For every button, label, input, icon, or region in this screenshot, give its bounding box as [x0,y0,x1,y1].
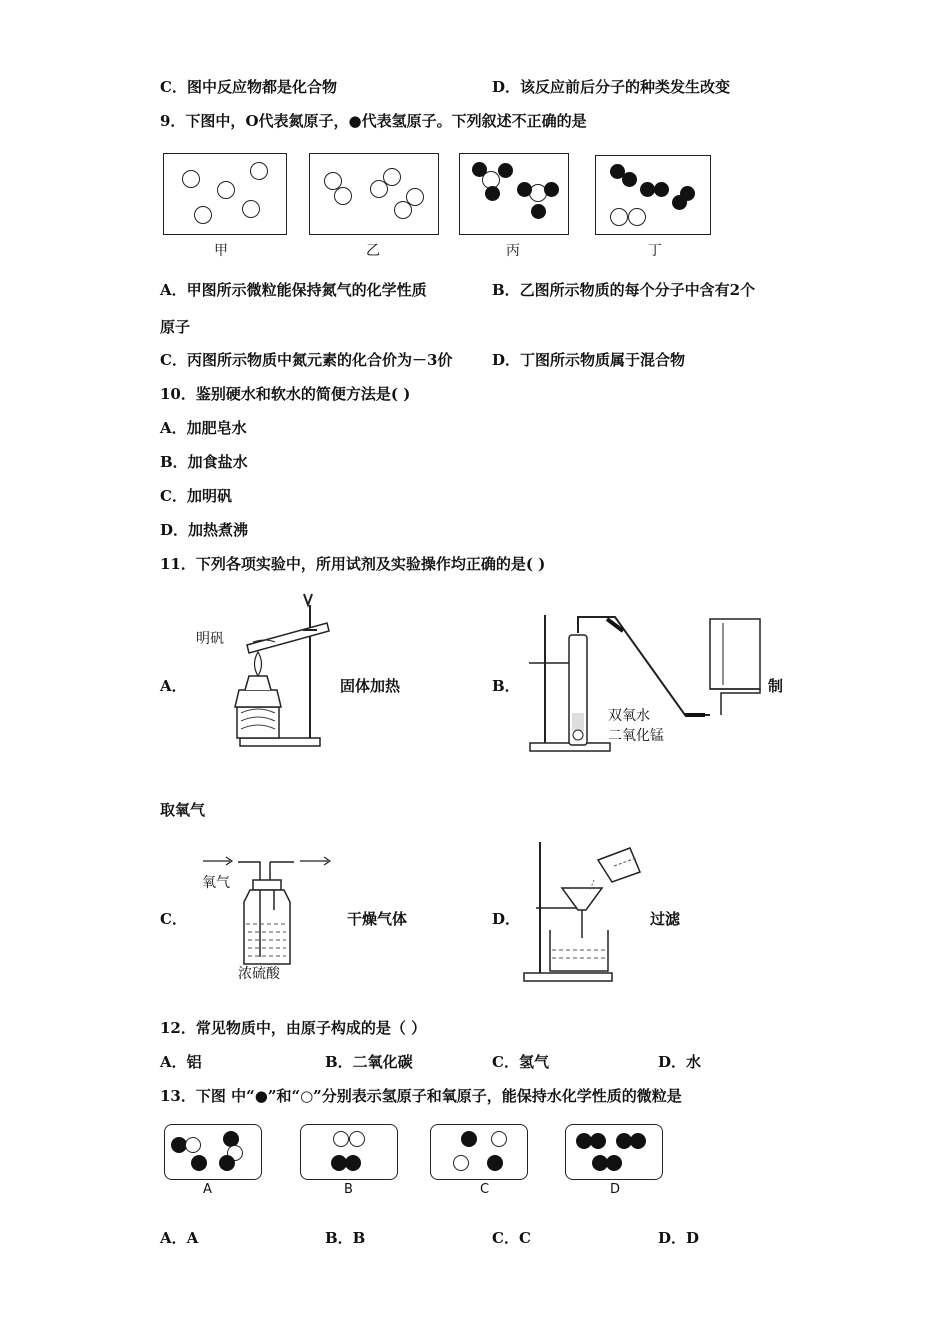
nitrogen-atom-icon [194,206,212,224]
q13-box-a [164,1124,262,1180]
oxygen-atom-icon [453,1155,469,1171]
hydrogen-atom-icon [345,1155,361,1171]
hydrogen-atom-icon [461,1131,477,1147]
q9-box-yi [309,153,439,235]
hydrogen-atom-icon [191,1155,207,1171]
nitrogen-atom-icon [394,201,412,219]
q13-box-c [430,1124,528,1180]
q13-option-a: A．A [160,1229,199,1247]
hydrogen-atom-icon [485,186,500,201]
q9-box-jia [163,153,287,235]
nitrogen-atom-icon [182,170,200,188]
q10-option-a: A．加肥皂水 [160,419,247,437]
nitrogen-atom-icon [383,168,401,186]
q12-option-b: B．二氧化碳 [325,1053,413,1071]
nitrogen-atom-icon [610,208,628,226]
hydrogen-atom-icon [630,1133,646,1149]
q12-option-a: A．铝 [160,1053,202,1071]
hydrogen-atom-icon [622,172,637,187]
q11-option-c-letter: C． [160,910,187,928]
hydrogen-atom-icon [498,163,513,178]
q13-label-a: A [203,1182,212,1197]
q9-label-ding: 丁 [648,243,662,259]
hydrogen-atom-icon [219,1155,235,1171]
oxygen-atom-icon [185,1137,201,1153]
oxygen-atom-icon [349,1131,365,1147]
q11-option-d-letter: D． [492,910,521,928]
q12-option-d: D．水 [658,1053,702,1071]
q9-stem: 9．下图中，O代表氮原子，●代表氢原子。下列叙述不正确的是 [160,112,587,130]
q11-stem: 11．下列各项实验中，所用试剂及实验操作均正确的是( ) [160,555,546,573]
alum-label: 明矾 [196,631,224,647]
filtration-apparatus [520,838,650,986]
q9-label-bing: 丙 [506,243,520,259]
hydrogen-atom-icon [531,204,546,219]
q11-option-b-text: 制 [768,677,784,695]
oxygen-atom-icon [333,1131,349,1147]
q8-option-c: C．图中反应物都是化合物 [160,78,337,96]
q10-option-b: B．加食盐水 [160,453,248,471]
nitrogen-atom-icon [628,208,646,226]
q12-option-c: C．氢气 [492,1053,549,1071]
q11-option-b-letter: B． [492,677,520,695]
hydrogen-atom-icon [517,182,532,197]
q13-label-b: B [344,1182,353,1197]
hydrogen-atom-icon [544,182,559,197]
q13-box-b [300,1124,398,1180]
q13-label-c: C [480,1182,490,1197]
q13-stem: 13．下图 中“●”和“○”分别表示氢原子和氧原子，能保持水化学性质的微粒是 [160,1087,682,1105]
q9-option-d: D．丁图所示物质属于混合物 [492,351,686,369]
hydrogen-atom-icon [654,182,669,197]
hydrogen-atom-icon [590,1133,606,1149]
q11-option-b-cont: 取氧气 [160,801,206,819]
q13-option-c: C．C [492,1229,531,1247]
hydrogen-atom-icon [672,195,687,210]
q9-label-jia: 甲 [214,243,228,259]
q9-box-ding [595,155,711,235]
oxygen-label: 氧气 [202,875,230,891]
q11-option-d-text: 过滤 [650,910,681,928]
q11-option-a-letter: A． [160,677,187,695]
q13-label-d: D [610,1182,621,1197]
q11-option-c-text: 干燥气体 [347,910,408,928]
oxygen-atom-icon [491,1131,507,1147]
q10-option-c: C．加明矾 [160,487,232,505]
hydrogen-atom-icon [606,1155,622,1171]
nitrogen-atom-icon [217,181,235,199]
q13-box-d [565,1124,663,1180]
sulfuric-acid-label: 浓硫酸 [238,966,280,982]
nitrogen-atom-icon [250,162,268,180]
q9-box-bing [459,153,569,235]
q13-option-d: D．D [658,1229,700,1247]
hydrogen-atom-icon [487,1155,503,1171]
manganese-dioxide-label: 二氧化锰 [608,728,664,744]
q10-option-d: D．加热煮沸 [160,521,249,539]
q10-stem: 10．鉴别硬水和软水的简便方法是( ) [160,385,411,403]
solid-heating-apparatus [195,590,330,755]
q9-option-b-cont: 原子 [160,318,191,336]
nitrogen-atom-icon [242,200,260,218]
q11-option-a-text: 固体加热 [340,677,401,695]
q9-label-yi: 乙 [366,243,380,259]
nitrogen-atom-icon [334,187,352,205]
q13-option-b: B．B [325,1229,366,1247]
q9-option-a: A．甲图所示微粒能保持氮气的化学性质 [160,281,427,299]
q9-option-c: C．丙图所示物质中氮元素的化合价为－3价 [160,351,453,369]
q9-option-b: B．乙图所示物质的每个分子中含有2个 [492,281,756,299]
q12-stem: 12．常见物质中，由原子构成的是（ ） [160,1019,427,1037]
hydrogen-peroxide-label: 双氧水 [608,708,650,724]
hydrogen-atom-icon [640,182,655,197]
q8-option-d: D．该反应前后分子的种类发生改变 [492,78,731,96]
hydrogen-atom-icon [472,162,487,177]
